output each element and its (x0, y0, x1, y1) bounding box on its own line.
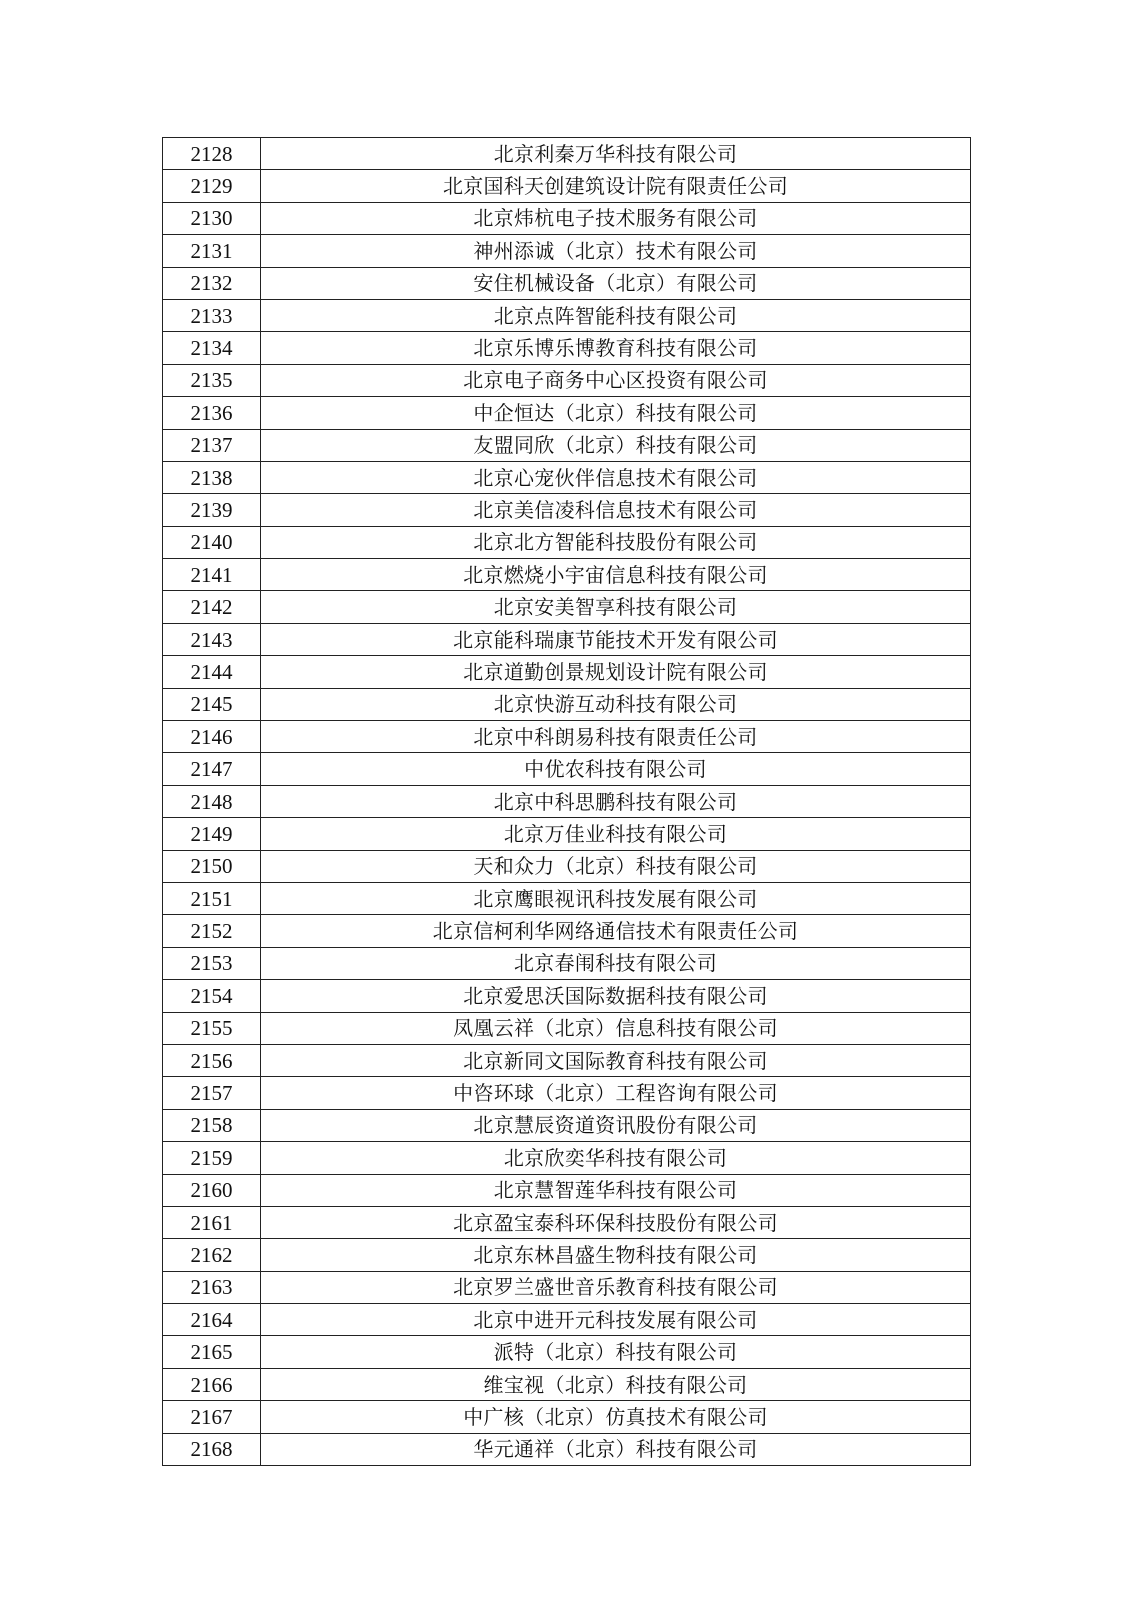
table-row (163, 818, 971, 850)
table-row (163, 1336, 971, 1368)
table-row (163, 526, 971, 558)
company-name: 北京新同文国际教育科技有限公司 (261, 1044, 971, 1076)
row-number: 2131 (163, 235, 261, 267)
table-row (163, 1401, 971, 1433)
table-row (163, 170, 971, 202)
company-name: 凤凰云祥（北京）信息科技有限公司 (261, 1012, 971, 1044)
row-number: 2156 (163, 1044, 261, 1076)
company-name: 北京利秦万华科技有限公司 (261, 138, 971, 170)
table-row (163, 947, 971, 979)
table-row (163, 1239, 971, 1271)
table-row (163, 1368, 971, 1400)
row-number: 2158 (163, 1109, 261, 1141)
table-row (163, 1206, 971, 1238)
table-row (163, 785, 971, 817)
company-name: 北京慧智莲华科技有限公司 (261, 1174, 971, 1206)
row-number: 2146 (163, 721, 261, 753)
company-name: 北京心宠伙伴信息技术有限公司 (261, 461, 971, 493)
row-number: 2148 (163, 785, 261, 817)
table-row (163, 397, 971, 429)
row-number: 2137 (163, 429, 261, 461)
table-row (163, 1174, 971, 1206)
company-name: 中企恒达（北京）科技有限公司 (261, 397, 971, 429)
row-number: 2135 (163, 364, 261, 396)
table-row (163, 591, 971, 623)
row-number: 2165 (163, 1336, 261, 1368)
company-name: 北京爱思沃国际数据科技有限公司 (261, 980, 971, 1012)
row-number: 2138 (163, 461, 261, 493)
row-number: 2168 (163, 1433, 261, 1465)
company-name: 北京燃烧小宇宙信息科技有限公司 (261, 559, 971, 591)
table-row (163, 850, 971, 882)
table-row (163, 1433, 971, 1465)
row-number: 2155 (163, 1012, 261, 1044)
company-name: 维宝视（北京）科技有限公司 (261, 1368, 971, 1400)
company-name: 安住机械设备（北京）有限公司 (261, 267, 971, 299)
company-name: 派特（北京）科技有限公司 (261, 1336, 971, 1368)
company-name: 北京罗兰盛世音乐教育科技有限公司 (261, 1271, 971, 1303)
company-name: 北京快游互动科技有限公司 (261, 688, 971, 720)
table-row (163, 721, 971, 753)
company-name: 北京中进开元科技发展有限公司 (261, 1304, 971, 1336)
row-number: 2161 (163, 1206, 261, 1238)
company-name: 中优农科技有限公司 (261, 753, 971, 785)
row-number: 2159 (163, 1142, 261, 1174)
company-list-body (163, 138, 971, 1466)
table-row (163, 1142, 971, 1174)
table-row (163, 202, 971, 234)
row-number: 2130 (163, 202, 261, 234)
table-row (163, 364, 971, 396)
company-name: 北京欣奕华科技有限公司 (261, 1142, 971, 1174)
company-name: 中广核（北京）仿真技术有限公司 (261, 1401, 971, 1433)
company-name: 北京北方智能科技股份有限公司 (261, 526, 971, 558)
row-number: 2128 (163, 138, 261, 170)
company-name: 神州添诚（北京）技术有限公司 (261, 235, 971, 267)
company-name: 北京慧辰资道资讯股份有限公司 (261, 1109, 971, 1141)
company-name: 北京信柯利华网络通信技术有限责任公司 (261, 915, 971, 947)
company-name: 北京鹰眼视讯科技发展有限公司 (261, 882, 971, 914)
company-name: 北京炜杭电子技术服务有限公司 (261, 202, 971, 234)
company-list-table (162, 137, 971, 1466)
row-number: 2157 (163, 1077, 261, 1109)
row-number: 2136 (163, 397, 261, 429)
table-row (163, 1109, 971, 1141)
row-number: 2139 (163, 494, 261, 526)
company-name: 北京电子商务中心区投资有限公司 (261, 364, 971, 396)
table-row (163, 980, 971, 1012)
company-name: 北京乐博乐博教育科技有限公司 (261, 332, 971, 364)
company-name: 北京道勤创景规划设计院有限公司 (261, 656, 971, 688)
table-row (163, 1271, 971, 1303)
row-number: 2141 (163, 559, 261, 591)
company-name: 北京盈宝泰科环保科技股份有限公司 (261, 1206, 971, 1238)
row-number: 2140 (163, 526, 261, 558)
table-row (163, 235, 971, 267)
row-number: 2151 (163, 882, 261, 914)
row-number: 2142 (163, 591, 261, 623)
row-number: 2133 (163, 299, 261, 331)
table-row (163, 753, 971, 785)
row-number: 2147 (163, 753, 261, 785)
company-name: 中咨环球（北京）工程咨询有限公司 (261, 1077, 971, 1109)
row-number: 2164 (163, 1304, 261, 1336)
row-number: 2166 (163, 1368, 261, 1400)
row-number: 2149 (163, 818, 261, 850)
company-name: 华元通祥（北京）科技有限公司 (261, 1433, 971, 1465)
company-name: 天和众力（北京）科技有限公司 (261, 850, 971, 882)
company-name: 北京能科瑞康节能技术开发有限公司 (261, 623, 971, 655)
table-row (163, 429, 971, 461)
table-row (163, 882, 971, 914)
row-number: 2162 (163, 1239, 261, 1271)
table-row (163, 138, 971, 170)
table-row (163, 915, 971, 947)
table-row (163, 267, 971, 299)
table-row (163, 1077, 971, 1109)
row-number: 2129 (163, 170, 261, 202)
table-row (163, 1044, 971, 1076)
table-row (163, 623, 971, 655)
row-number: 2153 (163, 947, 261, 979)
row-number: 2143 (163, 623, 261, 655)
company-name: 北京春闱科技有限公司 (261, 947, 971, 979)
company-name: 北京国科天创建筑设计院有限责任公司 (261, 170, 971, 202)
company-name: 北京东林昌盛生物科技有限公司 (261, 1239, 971, 1271)
table-row (163, 332, 971, 364)
row-number: 2145 (163, 688, 261, 720)
table-row (163, 461, 971, 493)
row-number: 2152 (163, 915, 261, 947)
table-row (163, 1304, 971, 1336)
table-row (163, 494, 971, 526)
company-name: 友盟同欣（北京）科技有限公司 (261, 429, 971, 461)
row-number: 2150 (163, 850, 261, 882)
company-name: 北京中科思鹏科技有限公司 (261, 785, 971, 817)
table-row (163, 656, 971, 688)
table-row (163, 299, 971, 331)
row-number: 2132 (163, 267, 261, 299)
row-number: 2163 (163, 1271, 261, 1303)
company-name: 北京万佳业科技有限公司 (261, 818, 971, 850)
table-row (163, 688, 971, 720)
company-name: 北京美信凌科信息技术有限公司 (261, 494, 971, 526)
row-number: 2154 (163, 980, 261, 1012)
table-row (163, 1012, 971, 1044)
table-row (163, 559, 971, 591)
company-name: 北京点阵智能科技有限公司 (261, 299, 971, 331)
row-number: 2134 (163, 332, 261, 364)
row-number: 2144 (163, 656, 261, 688)
row-number: 2160 (163, 1174, 261, 1206)
company-name: 北京中科朗易科技有限责任公司 (261, 721, 971, 753)
row-number: 2167 (163, 1401, 261, 1433)
company-name: 北京安美智享科技有限公司 (261, 591, 971, 623)
